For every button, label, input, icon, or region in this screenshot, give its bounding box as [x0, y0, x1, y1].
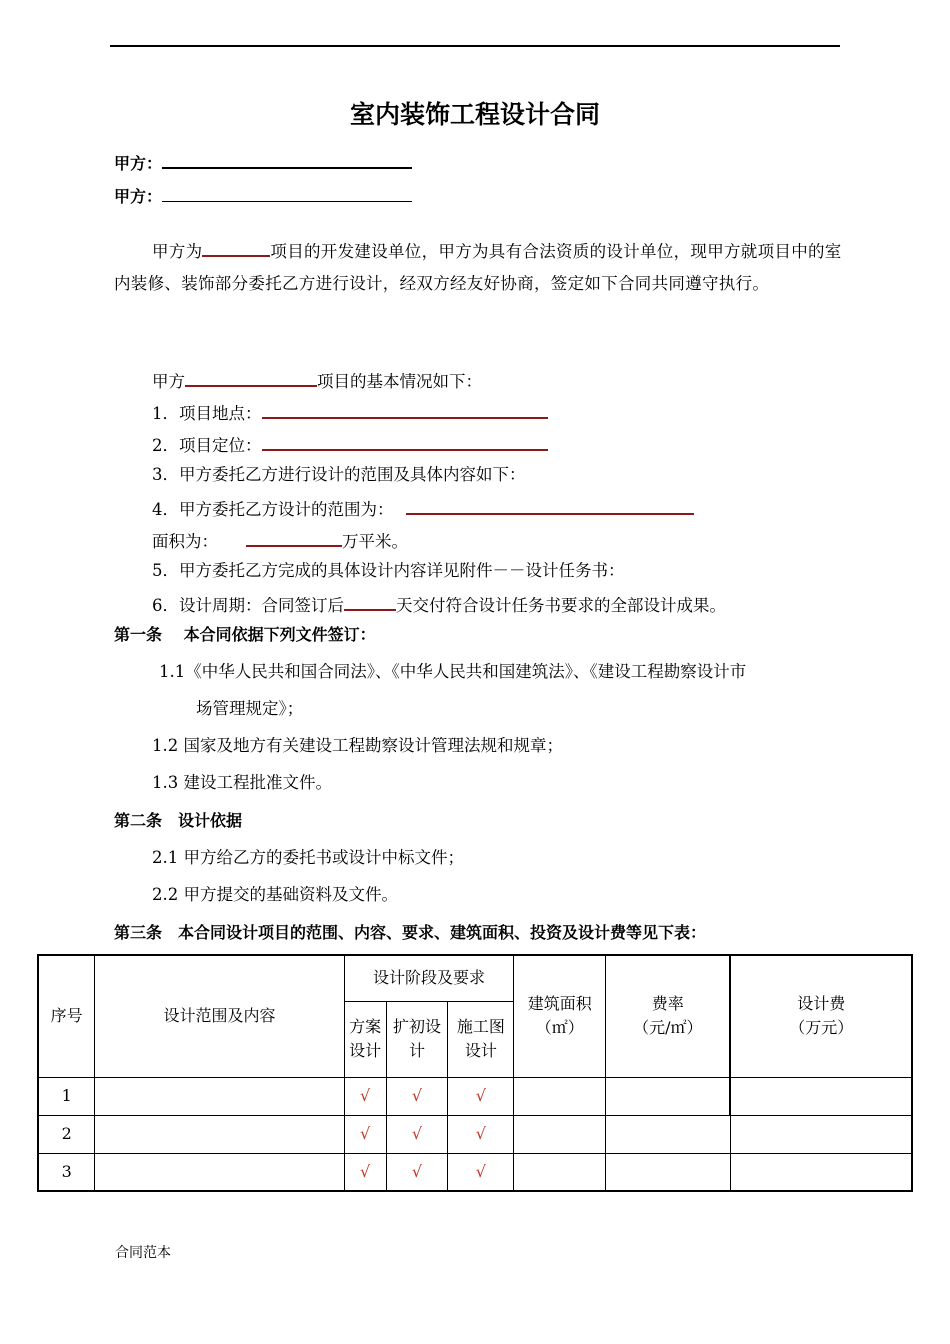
project-positioning-blank[interactable] [262, 435, 548, 451]
header-rate [606, 955, 731, 1077]
header-stage-preliminary [386, 1001, 448, 1077]
check-mark: √ [386, 1077, 448, 1115]
header-stage-construction [448, 1001, 514, 1077]
header-no: 序号 [38, 955, 95, 1077]
row-rate-cell[interactable] [606, 1077, 731, 1115]
party-a-blank[interactable] [162, 153, 412, 169]
item-5: 5．甲方委托乙方完成的具体设计内容详见附件－－设计任务书： [152, 561, 625, 580]
project-location-blank[interactable] [262, 403, 548, 419]
clause-2-1: 2.1 甲方给乙方的委托书或设计中标文件； [152, 848, 464, 867]
check-mark: √ [448, 1115, 514, 1153]
row-scope-cell[interactable] [95, 1115, 344, 1153]
header-rule [110, 45, 840, 47]
header-scope: 设计范围及内容 [95, 955, 344, 1077]
item-3: 3．甲方委托乙方进行设计的范围及具体内容如下： [152, 465, 526, 484]
check-mark: √ [448, 1153, 514, 1191]
article-2-heading: 第二条 设计依据 [114, 811, 243, 830]
row-no: 2 [38, 1115, 95, 1153]
footer-label: 合同范本 [115, 1245, 171, 1261]
item-2-label: 2．项目定位： [152, 436, 262, 455]
row-fee-cell[interactable] [730, 1115, 912, 1153]
h-s1a: 方案 [349, 1017, 382, 1036]
row-rate-cell[interactable] [606, 1153, 731, 1191]
item-2 [152, 435, 548, 455]
basic-lead-b: 项目的基本情况如下： [317, 372, 482, 391]
header-fee-a: 设计费 [797, 994, 846, 1014]
header-area-b: （㎡） [535, 1018, 584, 1038]
party-a-label: 甲方： [114, 154, 163, 173]
table-row [38, 1077, 912, 1115]
header-stage-scheme [344, 1001, 386, 1077]
row-scope-cell[interactable] [95, 1077, 344, 1115]
row-no: 1 [38, 1077, 95, 1115]
header-area-a: 建筑面积 [527, 994, 592, 1014]
table-row [38, 1153, 912, 1191]
header-rate-a: 费率 [651, 994, 684, 1014]
area-label: 面积为： [152, 532, 218, 551]
clause-1-2: 1.2 国家及地方有关建设工程勘察设计管理法规和规章； [152, 736, 563, 755]
item-4-label: 4．甲方委托乙方设计的范围为： [152, 500, 394, 519]
row-area-cell[interactable] [514, 1153, 606, 1191]
item-6 [152, 595, 726, 615]
area-unit: 万平米。 [342, 532, 408, 551]
intro-text-a: 甲方为 [152, 242, 203, 261]
item-1-label: 1．项目地点： [152, 404, 262, 423]
h-s2a: 扩初设 [393, 1017, 442, 1036]
page-title: 室内装饰工程设计合同 [349, 100, 600, 129]
header-stage: 设计阶段及要求 [344, 955, 514, 1001]
h-s2b: 计 [409, 1041, 426, 1060]
header-area [514, 955, 606, 1077]
check-mark: √ [386, 1115, 448, 1153]
clause-1-1a: 1.1《中华人民共和国合同法》、《中华人民共和国建筑法》、《建设工程勘察设计市 [159, 662, 747, 681]
item-1 [152, 403, 548, 423]
item-6-b: 天交付符合设计任务书要求的全部设计成果。 [396, 596, 726, 615]
check-mark: √ [448, 1077, 514, 1115]
row-rate-cell[interactable] [606, 1115, 731, 1153]
basic-lead-a: 甲方 [152, 372, 185, 391]
basic-lead [152, 371, 482, 391]
check-mark: √ [386, 1153, 448, 1191]
h-s1b: 设计 [349, 1041, 382, 1060]
party-a-line [114, 153, 412, 172]
project-name-blank[interactable] [202, 241, 270, 257]
header-rate-b: （元/㎡） [633, 1018, 703, 1038]
basic-project-blank[interactable] [185, 371, 317, 387]
h-s3b: 设计 [464, 1041, 497, 1060]
intro-paragraph [114, 236, 844, 300]
row-no: 3 [38, 1153, 95, 1191]
header-fee-b: （万元） [789, 1018, 854, 1038]
row-area-cell[interactable] [514, 1077, 606, 1115]
row-fee-cell[interactable] [730, 1153, 912, 1191]
party-b-label: 甲方： [114, 187, 163, 206]
intro-text-b: 项目的开发建设单位，甲方为具有合法资质的设计单位，现甲方就项目中的室内装修、装饰部分委托乙方进行设计，经双方经友好协商，签定如下合同共同遵守执行。 [114, 242, 842, 293]
item-6-a: 6．设计周期：合同签订后 [152, 596, 344, 615]
check-mark: √ [344, 1115, 386, 1153]
design-scope-table [37, 954, 913, 1192]
party-b-blank[interactable] [162, 187, 412, 202]
item-4 [152, 499, 694, 519]
clause-1-1b: 场管理规定》； [196, 699, 304, 718]
design-period-blank[interactable] [344, 595, 396, 611]
h-s3a: 施工图 [456, 1017, 505, 1036]
article-3-heading: 第三条 本合同设计项目的范围、内容、要求、建筑面积、投资及设计费等见下表： [114, 923, 707, 942]
party-b-line [114, 187, 412, 205]
clause-2-2: 2.2 甲方提交的基础资料及文件。 [152, 885, 398, 904]
design-scope-blank[interactable] [406, 499, 694, 515]
header-fee [730, 955, 912, 1077]
row-area-cell[interactable] [514, 1115, 606, 1153]
row-fee-cell[interactable] [730, 1077, 912, 1115]
check-mark: √ [344, 1077, 386, 1115]
row-scope-cell[interactable] [95, 1153, 344, 1191]
area-line [152, 531, 408, 551]
table-row [38, 1115, 912, 1153]
area-blank[interactable] [246, 531, 342, 547]
clause-1-3: 1.3 建设工程批准文件。 [152, 773, 332, 792]
article-1-heading: 第一条 本合同依据下列文件签订： [114, 625, 376, 644]
check-mark: √ [344, 1153, 386, 1191]
